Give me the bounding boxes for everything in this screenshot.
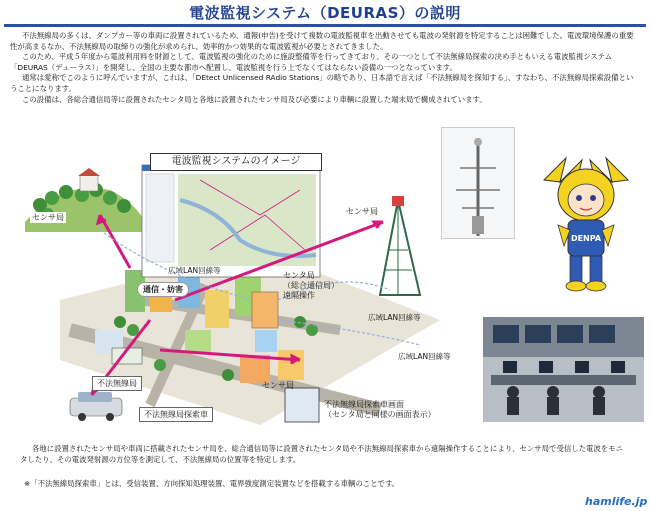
brand-logo: hamlife.jp [585, 495, 648, 508]
intro-paragraph-4: この設備は、各総合通信局等に設置されたセンタ局と各地に設置されたセンサ局及び必要により車輌に設置した端末局で構成されています。 [22, 94, 487, 104]
footer-note: ※「不法無線局探索車」とは、受信装置、方向探知処理装置、電界強度測定装置などを搭載する車輌のことです。 [24, 479, 400, 488]
label-search-car-screen [324, 400, 436, 420]
footer-text [20, 444, 630, 466]
control-room-photo [483, 317, 644, 422]
label-lan-2: 広域LAN回線等 [368, 313, 421, 322]
control-room-icon [483, 317, 644, 422]
page-title: 電波監視システム（DEURAS）の説明 [189, 4, 461, 22]
center-label-line-2: （総合通信局） [283, 281, 339, 290]
label-sensor-top: センサ局 [346, 207, 378, 216]
center-screen [142, 165, 320, 277]
label-search-car: 不法無線局探索車 [139, 407, 213, 422]
label-center-station [283, 271, 339, 301]
label-sensor-left: センサ局 [32, 213, 64, 222]
search-car-screen [285, 388, 319, 422]
center-station-building [252, 292, 278, 328]
label-illegal-station: 不法無線局 [92, 376, 142, 391]
screen-label-line-1: 不法無線局探索車画面 [324, 400, 404, 409]
footer-paragraph: 各地に設置されたセンサ局や車両に搭載されたセンサ局を、総合通信局等に設置されたセンタ局や不法無線局探索車から遠隔操作することにより、センサ局で受信した電波をモニタしたり、その電波発射源の方位等を測定して、不法無線局の位置等を特定します。 [20, 444, 623, 464]
mascot-denpa [526, 150, 646, 300]
antenna-icon [442, 128, 514, 238]
label-interference: 通信・妨害 [137, 282, 189, 297]
screen-label-line-2: （センタ局と同様の画面表示） [324, 410, 436, 419]
center-label-line-3: 遠隔操作 [283, 291, 315, 300]
label-lan-1: 広域LAN回線等 [168, 266, 221, 275]
mascot-badge: DENPA [570, 234, 602, 243]
antenna-photo [441, 127, 515, 239]
intro-paragraph-3: 通常は愛称でこのように呼んでいますが、これは、「DEtect Unlicensed RAdio Stations」の略であり、日本語で言えば「不法無線局を探知する」、すなわち、不法無線局探索設備ということになります。 [10, 73, 634, 93]
sensor-building-left [80, 175, 98, 191]
sensor-tower [380, 196, 420, 295]
diagram-title: 電波監視システムのイメージ [150, 153, 322, 171]
mascot-icon [526, 150, 646, 300]
label-lan-3: 広域LAN回線等 [398, 352, 451, 361]
intro-paragraph-2: このため、平成５年度から電波利用料を財源として、電波監視の強化のために施設整備等を行ってきており、その一つとして不法無線局探索の決め手ともいえる電波監視システム「DEURAS（デューラス）」を開発し、全国の主要な都市へ配置し、電波監視を行う上でなくてはならない設備の一つとなっています。 [10, 52, 613, 72]
intro-paragraph-1: 不法無線局の多くは、ダンプカー等の車両に設置されているため、通報(申告)を受けて複数の電波監視車を出動させても電波の発射源を特定することは困難でした。電波環境保護の重要性が高まるなか、不法無線局の取締りの強化が求められ、効率的かつ効果的な電波監視が必要とされてきました。 [10, 31, 634, 51]
search-car-icon [70, 392, 122, 421]
label-sensor-bottom: センサ局 [262, 381, 294, 390]
center-label-line-1: センタ局 [283, 271, 315, 280]
